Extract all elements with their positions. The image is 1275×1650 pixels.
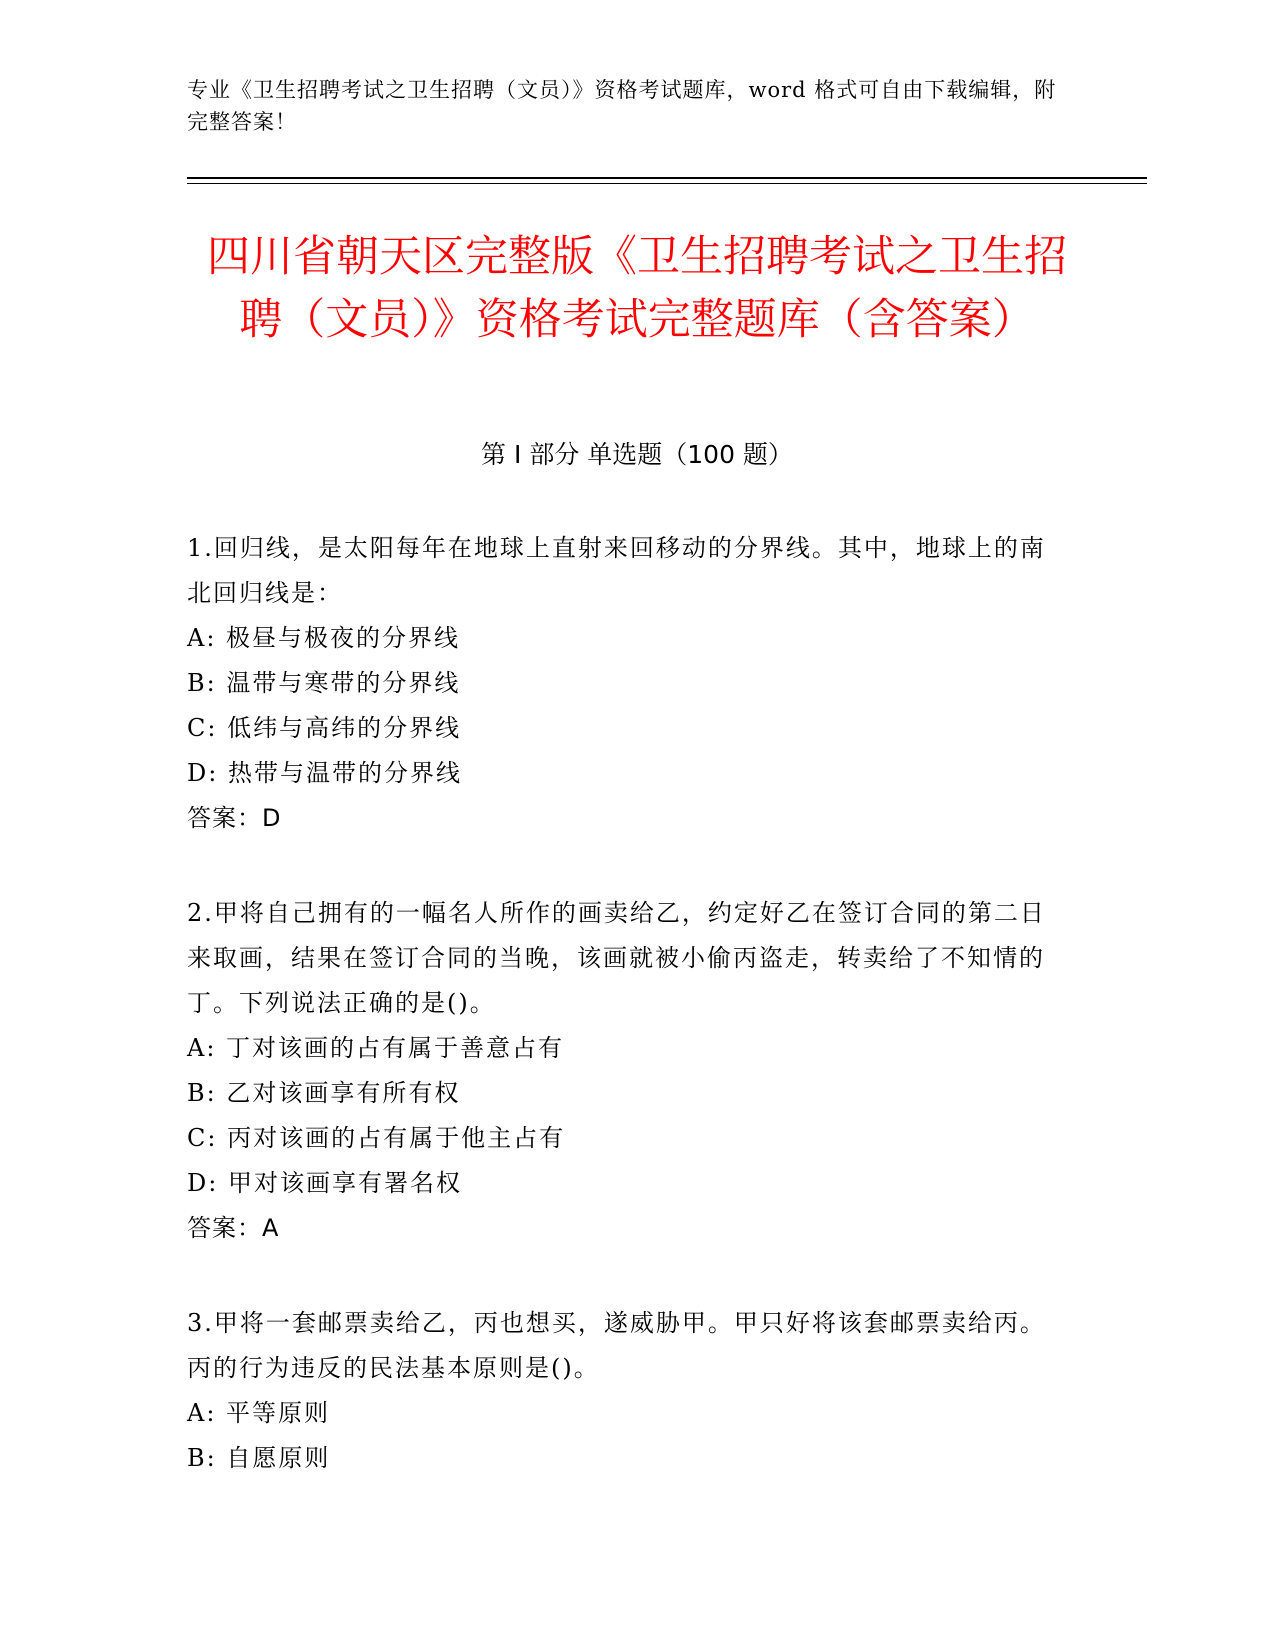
option-a: A: 平等原则 xyxy=(187,1399,331,1427)
option-b: B: 温带与寒带的分界线 xyxy=(187,669,461,697)
question-stem: 3.甲将一套邮票卖给乙，丙也想买，遂威胁甲。甲只好将该套邮票卖给丙。丙的行为违反的民法基本原则是()。 xyxy=(187,1309,1046,1382)
question-list xyxy=(187,526,1067,1531)
document-title: 四川省朝天区完整版《卫生招聘考试之卫生招聘（文员）》资格考试完整题库（含答案） xyxy=(207,232,1067,345)
option-a: A: 极昼与极夜的分界线 xyxy=(187,624,461,652)
option-c: C: 低纬与高纬的分界线 xyxy=(187,714,462,742)
option-c: C: 丙对该画的占有属于他主占有 xyxy=(187,1124,566,1152)
option-d: D: 甲对该画享有署名权 xyxy=(187,1169,462,1197)
question-3 xyxy=(187,1301,1067,1481)
question-stem: 2.甲将自己拥有的一幅名人所作的画卖给乙，约定好乙在签订合同的第二日来取画，结果在签订合同的当晚，该画就被小偷丙盗走，转卖给了不知情的丁。下列说法正确的是()。 xyxy=(187,899,1046,1017)
section-title: 第 I 部分 单选题（100 题） xyxy=(481,440,793,469)
header-rule-thick xyxy=(187,177,1147,179)
option-b: B: 自愿原则 xyxy=(187,1444,331,1472)
question-stem: 1.回归线，是太阳每年在地球上直射来回移动的分界线。其中，地球上的南北回归线是： xyxy=(187,534,1046,607)
option-b: B: 乙对该画享有所有权 xyxy=(187,1079,461,1107)
question-2 xyxy=(187,891,1067,1251)
answer: 答案：D xyxy=(187,804,282,832)
option-a: A: 丁对该画的占有属于善意占有 xyxy=(187,1034,565,1062)
question-1 xyxy=(187,526,1067,841)
answer: 答案：A xyxy=(187,1214,280,1242)
header-rule-thin xyxy=(187,183,1147,184)
header-note: 专业《卫生招聘考试之卫生招聘（文员）》资格考试题库，word 格式可自由下载编辑，附完整答案！ xyxy=(187,78,1057,134)
option-d: D: 热带与温带的分界线 xyxy=(187,759,462,787)
